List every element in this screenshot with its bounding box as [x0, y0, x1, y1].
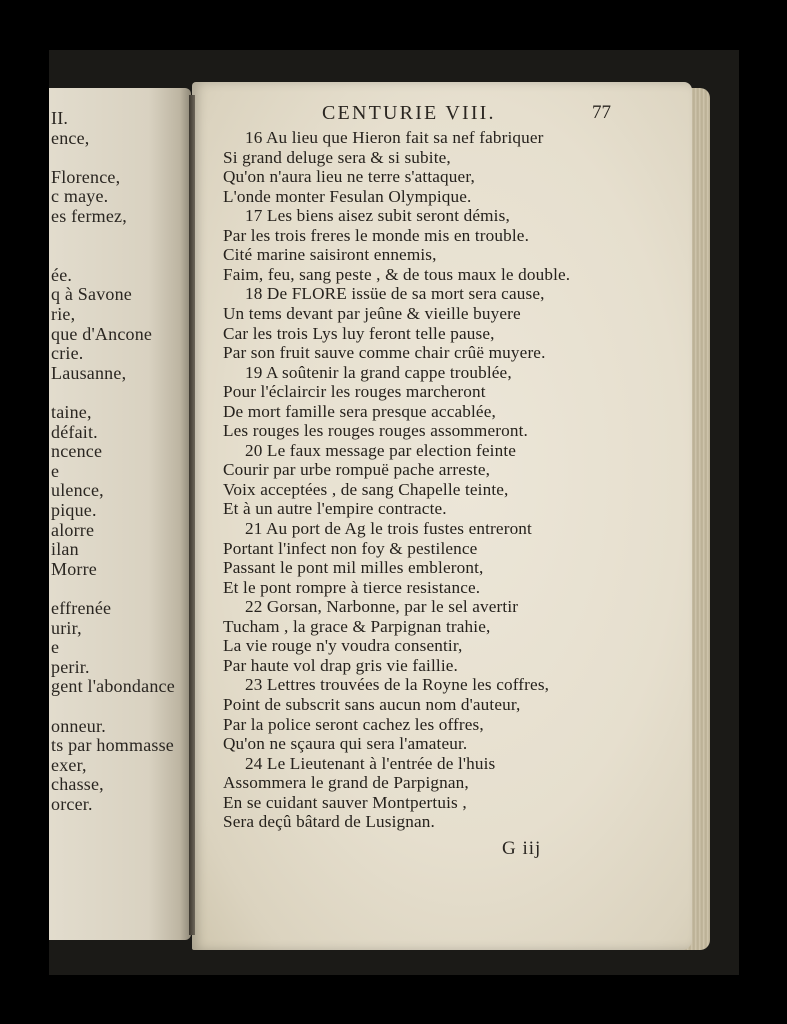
- left-page-line: chasse,: [51, 774, 104, 795]
- verse-line: 17 Les biens aisez subit seront démis,: [245, 206, 510, 226]
- left-page-line: rie,: [51, 304, 76, 324]
- verse-line: 18 De FLORE issüe de sa mort sera cause,: [245, 284, 545, 304]
- verse-line: 21 Au port de Ag le trois fustes entreront: [245, 519, 532, 538]
- left-page-line: ence,: [51, 127, 90, 148]
- verse-line: Voix acceptées , de sang Chapelle teinte,: [223, 479, 509, 499]
- book-gutter: [189, 95, 195, 935]
- verse-line: Un tems devant par jeûne & vieille buyere: [223, 303, 521, 323]
- verse-line: Qu'on ne sçaura qui sera l'amateur.: [223, 734, 468, 754]
- left-page-line: e: [51, 460, 60, 481]
- left-page-line: es fermez,: [51, 206, 127, 226]
- left-page-line: taine,: [51, 402, 92, 422]
- left-page-line: que d'Ancone: [51, 323, 153, 344]
- verse-line: Sera deçû bâtard de Lusignan.: [223, 812, 435, 832]
- verse-line: Par les trois freres le monde mis en trouble.: [223, 225, 530, 245]
- verse-line: Les rouges les rouges rouges assommeront.: [223, 421, 528, 441]
- verse-line: Assommera le grand de Parpignan,: [223, 773, 469, 793]
- left-page-line: Florence,: [51, 166, 121, 187]
- signature-mark: G iij: [502, 838, 542, 859]
- left-page-line: défait.: [51, 421, 98, 442]
- verse-line: 22 Gorsan, Narbonne, par le sel avertir: [245, 597, 519, 617]
- verse-line: 23 Lettres trouvées de la Royne les coffres,: [245, 675, 550, 695]
- left-page-line: orcer.: [51, 794, 93, 814]
- verse-line: Car les trois Lys luy feront telle pause,: [223, 323, 495, 343]
- left-page-line: ée.: [51, 264, 73, 285]
- verse-line: La vie rouge n'y voudra consentir,: [223, 636, 463, 656]
- left-page-line: Morre: [51, 558, 97, 579]
- verse-line: Par la police seront cachez les offres,: [223, 714, 484, 734]
- left-page-line: onneur.: [51, 715, 106, 736]
- running-head: CENTURIE VIII.: [322, 102, 496, 124]
- left-page-line: ilan: [51, 539, 79, 560]
- left-page-line: crie.: [51, 343, 84, 364]
- verse-line: Passant le pont mil milles embleront,: [223, 558, 484, 578]
- left-page-line: ulence,: [51, 480, 104, 501]
- verse-line: L'onde monter Fesulan Olympique.: [223, 186, 472, 206]
- left-page-line: pique.: [51, 500, 97, 520]
- verse-line: Et à un autre l'empire contracte.: [223, 499, 447, 519]
- left-page-line: q à Savone: [51, 284, 132, 305]
- left-page-line: II.: [51, 108, 69, 128]
- verse-line: Si grand deluge sera & si subite,: [223, 147, 451, 167]
- verse-line: 24 Le Lieutenant à l'entrée de l'huis: [245, 753, 496, 773]
- verse-line: Point de subscrit sans aucun nom d'auteur,: [223, 694, 521, 714]
- verse-line: 16 Au lieu que Hieron fait sa nef fabriquer: [245, 128, 544, 147]
- verse-line: Et le pont rompre à tierce resistance.: [223, 577, 481, 597]
- left-page-line: Lausanne,: [51, 362, 127, 383]
- page-number: 77: [592, 102, 611, 123]
- verse-line: Cité marine saisiront ennemis,: [223, 245, 437, 265]
- verse-line: Qu'on n'aura lieu ne terre s'attaquer,: [223, 167, 475, 187]
- verse-line: Pour l'éclaircir les rouges marcheront: [223, 382, 486, 402]
- left-page-line: perir.: [51, 656, 90, 677]
- left-page-line: exer,: [51, 754, 87, 775]
- left-page-line: gent l'abondance: [51, 676, 175, 697]
- verse-line: Tucham , la grace & Parpignan trahie,: [223, 616, 491, 636]
- left-page-line: e: [51, 637, 60, 658]
- verse-line: Portant l'infect non foy & pestilence: [223, 538, 478, 558]
- left-page-line: ts par hommasse: [51, 735, 174, 756]
- verse-line: Faim, feu, sang peste , & de tous maux le double.: [223, 264, 571, 284]
- verse-line: Par haute vol drap gris vie faillie.: [223, 655, 458, 675]
- left-page: [49, 88, 191, 940]
- verse-line: De mort famille sera presque accablée,: [223, 401, 496, 421]
- left-page-line: effrenée: [51, 598, 112, 618]
- left-page-line: urir,: [51, 617, 82, 638]
- verse-line: 20 Le faux message par election feinte: [245, 440, 517, 460]
- left-page-line: alorre: [51, 519, 95, 540]
- left-page-line: c maye.: [51, 186, 109, 207]
- verse-line: 19 A soûtenir la grand cappe troublée,: [245, 362, 512, 382]
- left-page-line: ncence: [51, 441, 103, 462]
- verse-line: Courir par urbe rompuë pache arreste,: [223, 460, 491, 480]
- verse-line: En se cuidant sauver Montpertuis ,: [223, 792, 467, 812]
- verse-line: Par son fruit sauve comme chair crûë muyere.: [223, 343, 546, 363]
